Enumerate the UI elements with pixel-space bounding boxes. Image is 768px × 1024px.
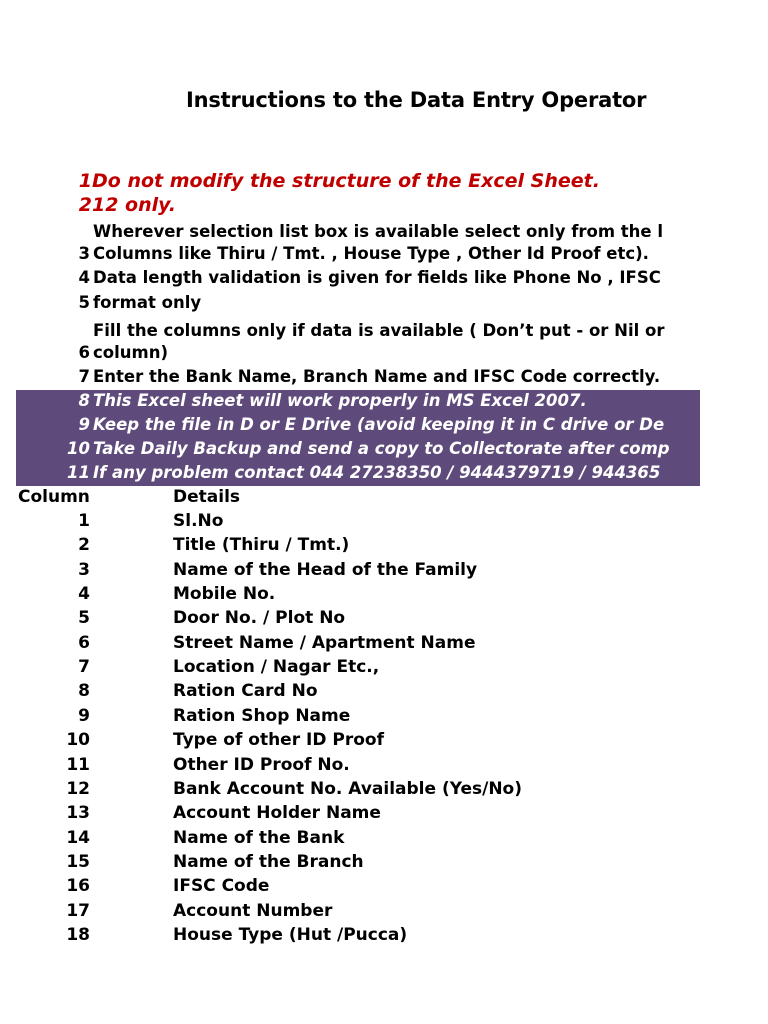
column-number: 9 — [78, 705, 90, 726]
column-detail: Street Name / Apartment Name — [173, 632, 476, 653]
column-table-row — [0, 633, 700, 657]
column-number: 5 — [78, 608, 90, 629]
column-number: 6 — [78, 632, 90, 653]
column-table-row — [0, 608, 700, 632]
instruction-number: 4 — [78, 268, 90, 287]
instruction-text: If any problem contact 044 27238350 / 9444379719 / 944365 — [93, 463, 661, 482]
column-number: 16 — [66, 876, 90, 897]
instruction-row — [0, 194, 700, 218]
instruction-row — [0, 463, 700, 487]
instruction-row — [0, 268, 700, 290]
instruction-row — [0, 415, 700, 439]
instruction-text: Data length validation is given for fields like Phone No , IFSC — [93, 268, 661, 287]
instruction-row — [0, 244, 700, 266]
column-number: 2 — [78, 535, 90, 556]
instruction-row — [0, 321, 700, 343]
column-table-row — [0, 730, 700, 754]
column-number: 11 — [66, 754, 90, 775]
instruction-row — [0, 439, 700, 463]
column-detail: Name of the Head of the Family — [173, 559, 478, 580]
page-title: Instructions to the Data Entry Operator — [186, 88, 647, 112]
instruction-text: Take Daily Backup and send a copy to Collectorate after comp — [93, 439, 670, 458]
column-table-row — [0, 852, 700, 876]
column-detail: Name of the Bank — [173, 827, 345, 848]
instruction-text: column) — [93, 343, 168, 362]
column-detail: Location / Nagar Etc., — [173, 657, 380, 678]
column-number: 15 — [66, 851, 90, 872]
column-table-row — [0, 828, 700, 852]
column-number: 1 — [78, 511, 90, 531]
instruction-row — [0, 343, 700, 365]
column-table-row — [0, 657, 700, 681]
instruction-text: Do not modify the structure of the Excel Sheet. — [92, 170, 600, 192]
column-table-row — [0, 803, 700, 827]
instruction-row — [0, 170, 700, 194]
column-table-row — [0, 925, 700, 949]
column-table-row — [0, 560, 700, 584]
column-detail: Ration Card No — [173, 681, 318, 702]
instruction-text: 12 only. — [92, 194, 177, 216]
column-table-row — [0, 901, 700, 925]
column-detail: Bank Account No. Available (Yes/No) — [173, 778, 523, 799]
instruction-number: 10 — [67, 439, 90, 458]
instruction-text: This Excel sheet will work properly in MS Excel 2007. — [93, 391, 587, 410]
instruction-number: 6 — [78, 343, 90, 362]
instruction-text: Keep the file in D or E Drive (avoid keeping it in C drive or De — [93, 415, 665, 434]
instruction-number: 7 — [78, 367, 90, 386]
column-table-row — [0, 535, 700, 559]
instruction-row — [0, 222, 700, 244]
column-number: 3 — [78, 559, 90, 580]
column-detail: Account Number — [173, 900, 333, 921]
instruction-text: Enter the Bank Name, Branch Name and IFSC Code correctly. — [93, 367, 661, 386]
instruction-number: 9 — [78, 415, 90, 434]
column-detail: Ration Shop Name — [173, 705, 351, 726]
column-detail: Door No. / Plot No — [173, 608, 346, 629]
instruction-number: 1 — [78, 170, 92, 192]
details-header-label: Details — [173, 487, 241, 507]
column-table-row — [0, 876, 700, 900]
column-header-label: Column — [18, 487, 90, 507]
column-number: 18 — [66, 924, 90, 945]
column-number: 14 — [66, 827, 90, 848]
instruction-row — [0, 293, 700, 315]
instruction-row — [0, 367, 700, 389]
column-table-row — [0, 584, 700, 608]
instruction-text: format only — [93, 293, 202, 312]
column-detail: IFSC Code — [173, 876, 270, 897]
column-detail: Mobile No. — [173, 584, 276, 605]
instruction-number: 11 — [67, 463, 90, 482]
column-table-row — [0, 706, 700, 730]
instruction-text: Columns like Thiru / Tmt. , House Type , Other Id Proof etc). — [93, 244, 649, 263]
column-number: 13 — [66, 803, 90, 824]
instruction-row — [0, 391, 700, 415]
instruction-text: Wherever selection list box is available select only from the l — [93, 222, 664, 241]
instruction-number: 3 — [78, 244, 90, 263]
instruction-number: 8 — [78, 391, 90, 410]
instruction-text: Fill the columns only if data is available ( Don’t put - or Nil or — [93, 321, 665, 340]
column-detail: Other ID Proof No. — [173, 754, 350, 775]
instruction-number: 5 — [78, 293, 90, 312]
column-detail: Type of other ID Proof — [173, 730, 384, 751]
column-table-row — [0, 755, 700, 779]
column-detail: Title (Thiru / Tmt.) — [173, 535, 350, 556]
column-table-row — [0, 511, 700, 535]
column-number: 17 — [66, 900, 90, 921]
column-table-row — [0, 779, 700, 803]
column-number: 12 — [66, 778, 90, 799]
column-number: 7 — [78, 657, 90, 678]
column-number: 4 — [78, 584, 90, 605]
column-detail: House Type (Hut /Pucca) — [173, 924, 408, 945]
column-number: 8 — [78, 681, 90, 702]
column-detail: Name of the Branch — [173, 851, 364, 872]
column-table-row — [0, 681, 700, 705]
column-detail: Account Holder Name — [173, 803, 381, 824]
column-number: 10 — [66, 730, 90, 751]
column-table-header — [0, 487, 700, 511]
column-detail: Sl.No — [173, 511, 224, 531]
instruction-number: 2 — [78, 194, 92, 216]
